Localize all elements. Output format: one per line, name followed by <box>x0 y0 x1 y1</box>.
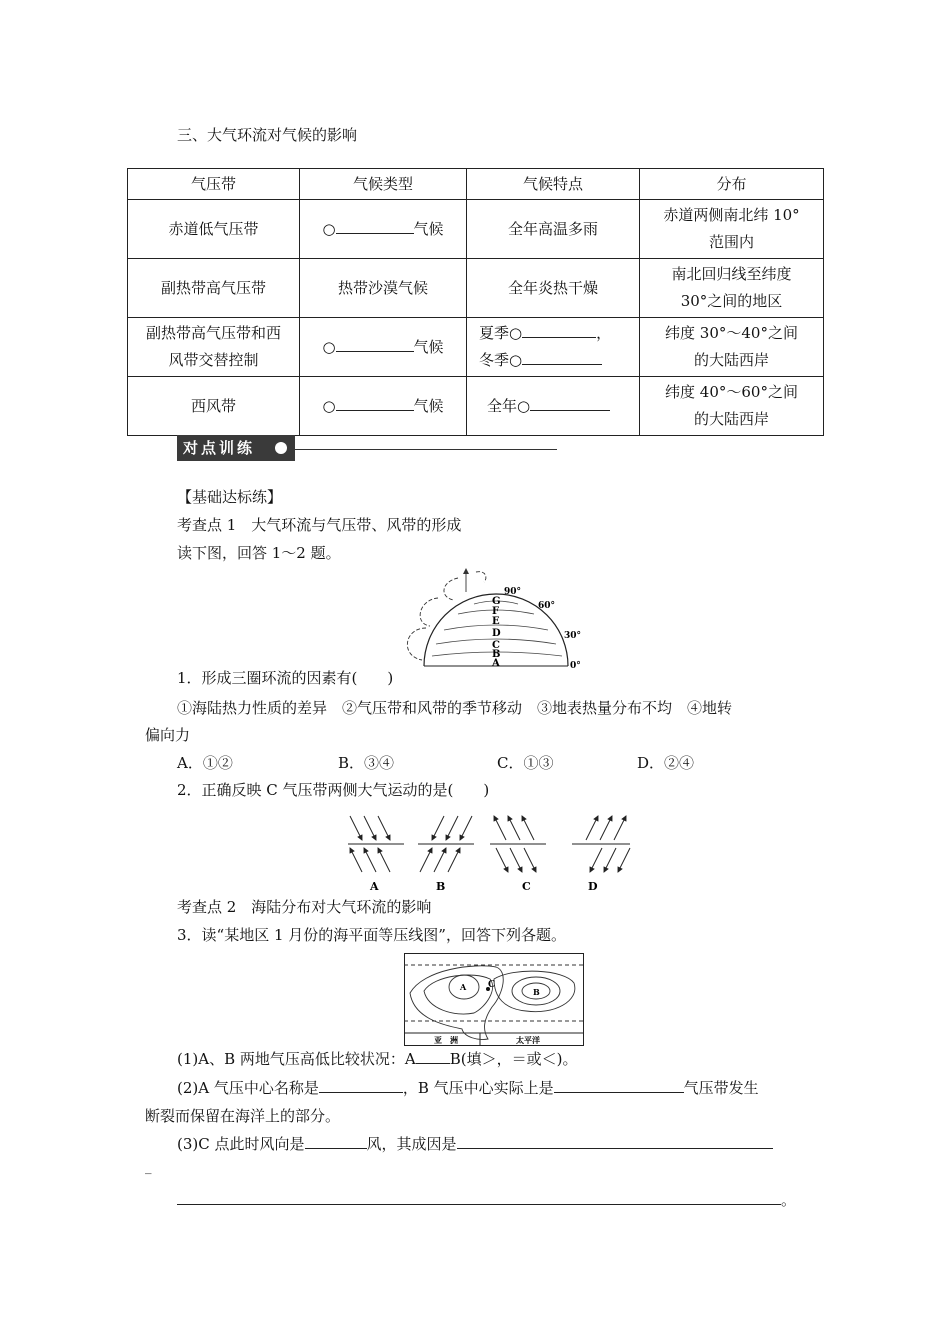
q3-part2-text: ，B 气压中心实际上是 <box>402 1079 554 1097</box>
table-row <box>128 259 824 318</box>
q3-part1-text: (1)A、B 两地气压高低比较状况：A <box>177 1050 416 1068</box>
belt-cell <box>128 318 300 377</box>
option-label: D <box>588 880 598 893</box>
option-label: C <box>522 880 531 893</box>
feature-cell <box>467 318 640 377</box>
q3-part2-text: (2)A 气压中心名称是 <box>177 1079 319 1097</box>
type-cell <box>300 200 467 259</box>
q2-options-figure <box>340 812 640 894</box>
q1-stem: 1．形成三圈环流的因素有( ) <box>177 669 394 687</box>
dist-line: 的大陆西岸 <box>693 410 769 428</box>
answer-blank[interactable] <box>336 219 414 234</box>
feature-punct: ， <box>596 324 612 342</box>
option-c-diagram[interactable] <box>490 816 546 893</box>
table-row <box>128 200 824 259</box>
answer-blank[interactable] <box>522 350 602 365</box>
answer-blank[interactable] <box>305 1134 367 1149</box>
answer-blank[interactable] <box>336 337 414 352</box>
practice-banner <box>177 433 557 463</box>
banner-label: 对点训练 <box>177 435 295 461</box>
header-cell: 气压带 <box>128 169 300 200</box>
belt-label: B <box>492 649 501 660</box>
q1-option-c[interactable]: C．①③ <box>497 754 554 772</box>
lat-label: 30° <box>564 631 582 641</box>
type-cell <box>300 318 467 377</box>
q1-option-b[interactable]: B．③④ <box>338 754 395 772</box>
read-prompt: 读下图，回答 1～2 题。 <box>177 544 341 562</box>
lat-label: 0° <box>570 661 581 671</box>
feature-cell: 全年炎热干燥 <box>467 259 640 318</box>
circle-mark: ○ <box>322 396 336 415</box>
isobar-map <box>404 953 584 1046</box>
map-label-a: A <box>460 982 467 992</box>
section-title: 三、大气环流对气候的影响 <box>177 126 358 144</box>
q3-part1 <box>177 1048 577 1069</box>
dist-line: 纬度 40°～60°之间 <box>665 383 798 401</box>
map-label-land: 亚 洲 <box>434 1035 458 1045</box>
answer-blank[interactable] <box>554 1078 684 1093</box>
belt-cell: 西风带 <box>128 377 300 436</box>
sentence-end: 。 <box>781 1191 797 1209</box>
banner-rule <box>295 449 557 450</box>
header-cell: 气候类型 <box>300 169 467 200</box>
dist-line: 范围内 <box>708 233 754 251</box>
header-cell: 气候特点 <box>467 169 640 200</box>
header-cell: 分布 <box>640 169 824 200</box>
banner-dot-icon <box>275 442 287 454</box>
answer-blank[interactable] <box>336 396 414 411</box>
continuation-dash: _ <box>145 1160 152 1175</box>
belt-label: G <box>492 596 501 607</box>
answer-blank[interactable] <box>319 1078 403 1093</box>
q1-choices-line: 偏向力 <box>145 726 191 744</box>
q3-stem: 3．读“某地区 1 月份的海平面等压线图”，回答下列各题。 <box>177 926 566 944</box>
belt-cell: 赤道低气压带 <box>128 200 300 259</box>
dist-cell <box>640 200 824 259</box>
answer-blank[interactable] <box>457 1134 773 1149</box>
table-row <box>128 318 824 377</box>
type-suffix: 气候 <box>413 337 444 356</box>
knowledge-point-2: 考查点 2 海陆分布对大气环流的影响 <box>177 898 432 916</box>
belt-labels <box>491 596 501 669</box>
dist-line: 南北回归线至纬度 <box>671 265 792 283</box>
dist-cell <box>640 259 824 318</box>
belt-label: D <box>492 628 501 639</box>
q1-option-a[interactable]: A．①② <box>177 754 233 772</box>
q1-choices-line: ①海陆热力性质的差异 ②气压带和风带的季节移动 ③地表热量分布不均 ④地转 <box>177 699 733 717</box>
q3-part3-text: 风，其成因是 <box>366 1135 457 1153</box>
type-cell <box>300 377 467 436</box>
practice-heading: 【基础达标练】 <box>177 488 283 506</box>
dist-line: 30°之间的地区 <box>680 292 783 310</box>
belt-label: F <box>492 606 500 617</box>
circle-mark: ○ <box>322 219 336 238</box>
table-header-row <box>128 169 824 200</box>
type-suffix: 气候 <box>413 219 444 238</box>
knowledge-point-1: 考查点 1 大气环流与气压带、风带的形成 <box>177 516 462 534</box>
option-d-diagram[interactable] <box>572 816 630 893</box>
belt-cell: 副热带高气压带 <box>128 259 300 318</box>
lat-label: 90° <box>504 587 522 597</box>
answer-blank[interactable] <box>530 396 610 411</box>
table-row <box>128 377 824 436</box>
q3-part3 <box>177 1133 773 1154</box>
q1-option-d[interactable]: D．②④ <box>637 754 695 772</box>
q2-stem: 2．正确反映 C 气压带两侧大气运动的是( ) <box>177 781 490 799</box>
type-cell: 热带沙漠气候 <box>300 259 467 318</box>
q3-part3-text: (3)C 点此时风向是 <box>177 1135 305 1153</box>
dist-cell <box>640 318 824 377</box>
lat-label: 60° <box>538 601 556 611</box>
feature-cell <box>467 377 640 436</box>
feature-cell: 全年高温多雨 <box>467 200 640 259</box>
type-suffix: 气候 <box>413 396 444 415</box>
belt-label: A <box>492 658 500 669</box>
option-b-diagram[interactable] <box>418 816 474 893</box>
belt-line: 副热带高气压带和西 <box>145 324 281 342</box>
map-label-c: C <box>488 980 496 990</box>
belt-label: C <box>492 640 500 651</box>
dist-line: 赤道两侧南北纬 10° <box>663 206 800 224</box>
answer-blank[interactable] <box>522 323 596 338</box>
feature-label: 夏季○ <box>479 324 523 342</box>
circulation-figure <box>396 568 596 672</box>
q3-part2-text: 气压带发生 <box>683 1079 759 1097</box>
dist-cell <box>640 377 824 436</box>
option-label: B <box>436 880 446 893</box>
q3-part2-cont: 断裂而保留在海洋上的部分。 <box>145 1107 341 1125</box>
q3-part2 <box>177 1077 759 1098</box>
option-a-diagram[interactable] <box>348 816 404 893</box>
climate-table <box>127 168 824 436</box>
answer-blank[interactable] <box>416 1049 450 1064</box>
q3-part3-line2 <box>177 1189 796 1210</box>
feature-label: 冬季○ <box>479 351 523 369</box>
circle-mark: ○ <box>322 337 336 356</box>
answer-blank[interactable] <box>177 1190 781 1205</box>
q3-part1-text: B(填＞，＝或＜)。 <box>449 1050 578 1068</box>
option-label: A <box>370 880 379 893</box>
map-label-sea: 太平洋 <box>516 1035 540 1045</box>
map-label-b: B <box>533 987 540 997</box>
dist-line: 的大陆西岸 <box>693 351 769 369</box>
belt-line: 风带交替控制 <box>168 351 259 369</box>
dist-line: 纬度 30°～40°之间 <box>665 324 798 342</box>
belt-label: E <box>492 616 500 627</box>
feature-label: 全年○ <box>487 396 531 415</box>
